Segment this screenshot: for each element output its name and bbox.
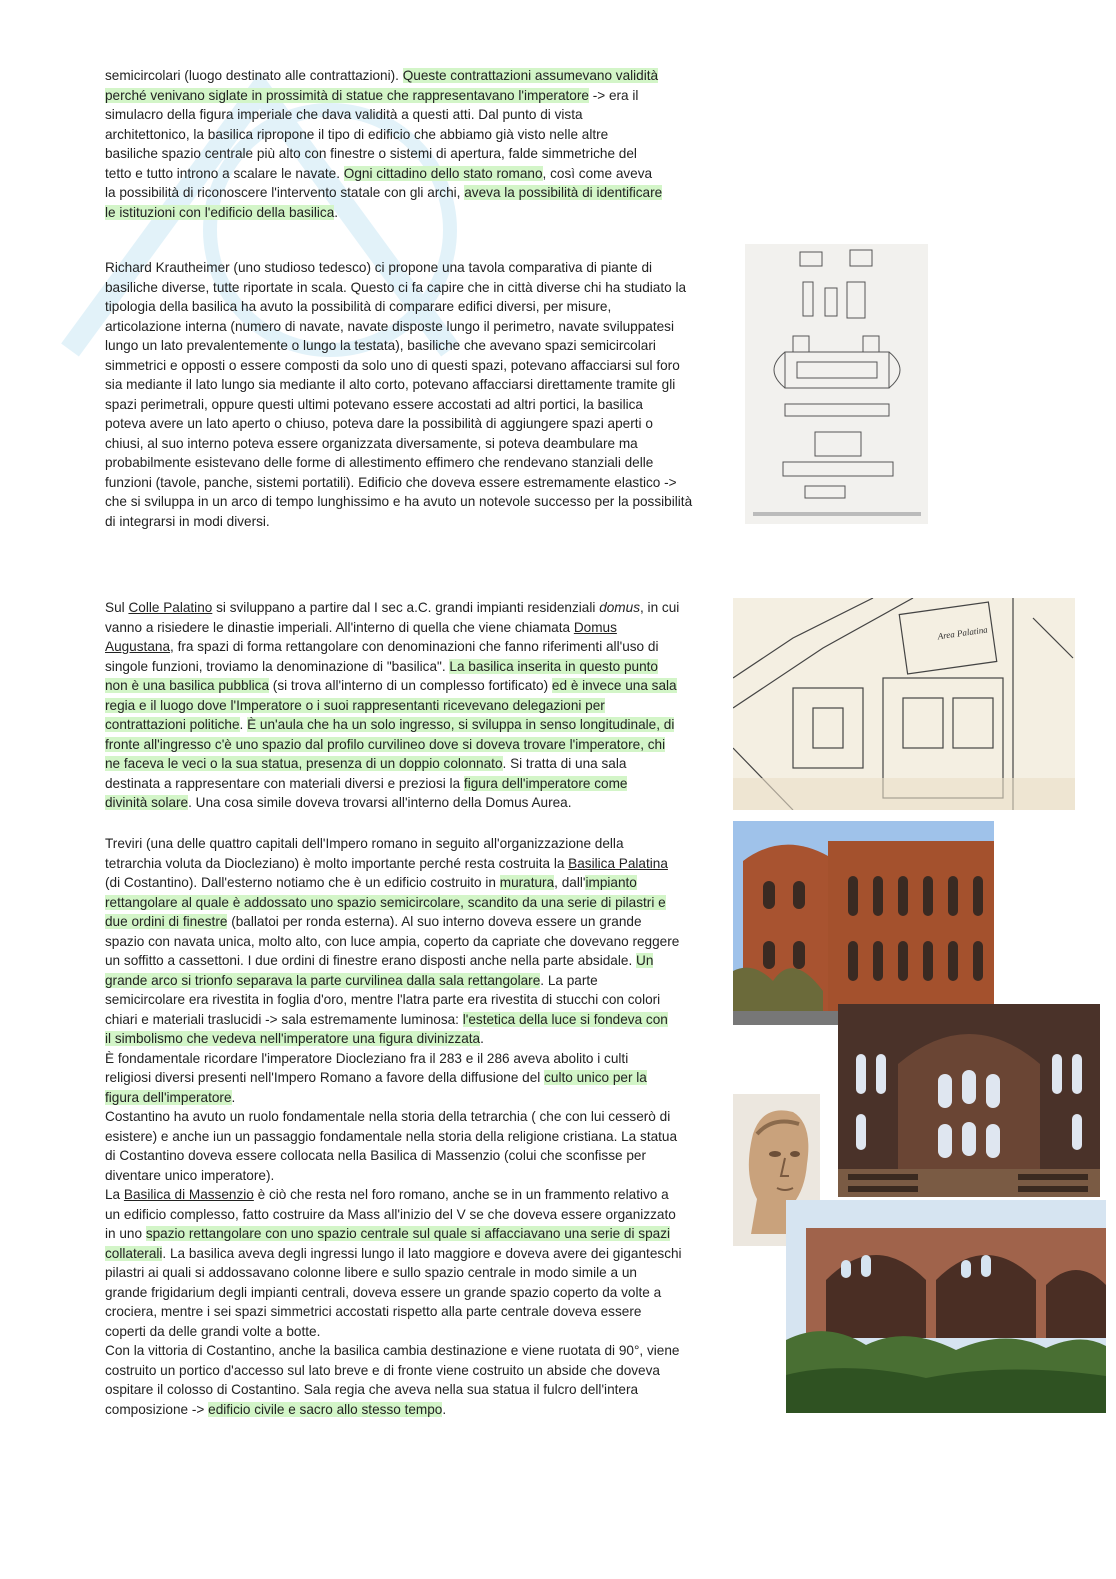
paragraph-palatino xyxy=(105,598,679,813)
text-segment: chiusi, al suo interno poteva essere organizzata diversamente, si poteva deambulare ma xyxy=(105,435,638,451)
text-line xyxy=(105,1263,682,1283)
text-segment: . xyxy=(480,1031,484,1046)
text-segment: basiliche spazio centrale più alto con finestre o sistemi di apertura, falde simmetriche del xyxy=(105,146,637,161)
text-segment: simmetrici e opposti o essere composti da solo uno di questi spazi, potevano affacciarsi sul foro xyxy=(105,357,680,373)
text-line xyxy=(105,375,692,395)
underlined-term: Domus xyxy=(573,619,617,635)
text-line xyxy=(105,1127,682,1147)
text-segment: spazi perimetrali, oppure questi ultimi potevano essere accostati ad altri portici, la basilica xyxy=(105,396,643,412)
text-segment: lungo un lato prevalentemente o lungo la testata), basiliche che avevano spazi semicircolari xyxy=(105,338,656,353)
text-line xyxy=(105,1361,682,1381)
text-segment: poteva avere un lato aperto o chiuso, poteva dare la possibilità di aggiungere spazi aperti o xyxy=(105,416,653,431)
text-line xyxy=(105,1010,682,1030)
text-line xyxy=(105,183,662,203)
text-line xyxy=(105,1322,682,1342)
text-line xyxy=(105,715,679,735)
text-line xyxy=(105,1185,682,1205)
text-line xyxy=(105,144,662,164)
text-line xyxy=(105,696,679,716)
text-segment: . Una cosa simile doveva trovarsi all'interno della Domus Aurea. xyxy=(188,795,572,810)
krautheimer-plans-figure xyxy=(745,244,928,524)
text-line xyxy=(105,278,692,298)
highlighted-text: culto unico per la xyxy=(544,1070,647,1085)
text-line xyxy=(105,1302,682,1322)
text-segment: esistere) e anche iun un passaggio fondamentale nella storia della religione cristiana. La statua xyxy=(105,1128,678,1144)
text-segment: grande frigidarium degli impianti centrali, doveva essere un grande spazio coperto da volte a xyxy=(105,1284,662,1300)
text-segment: destinata a rappresentare con materiali diversi e preziosi la xyxy=(105,775,464,791)
text-line xyxy=(105,1224,682,1244)
text-segment: , così come aveva xyxy=(542,165,653,181)
text-line xyxy=(105,912,682,932)
text-line xyxy=(105,1146,682,1166)
text-segment: , dall' xyxy=(554,875,586,890)
text-line xyxy=(105,932,682,952)
text-segment: un soffitto a cassettoni. I due ordini di finestre erano disposti anche nella parte absidale. xyxy=(105,953,636,968)
highlighted-text: È un'aula che ha un solo ingresso, si sviluppa in senso longitudinale, di xyxy=(247,717,675,732)
highlighted-text: ed è invece una sala xyxy=(551,678,677,693)
text-segment: spazio con navata unica, molto alto, con luce ampia, coperto da capriate che dovevano reggere xyxy=(105,933,680,949)
palatine-plan-figure xyxy=(733,598,1075,810)
highlighted-text: regia e il luogo dove l'Imperatore o i suoi rappresentanti ricevevano delegazioni per xyxy=(105,697,605,713)
text-line xyxy=(105,512,692,532)
text-line xyxy=(105,336,692,356)
text-line xyxy=(105,395,692,415)
highlighted-text: perché venivano siglate in prossimità di statue che rappresentavano l'imperatore xyxy=(105,87,589,103)
text-line xyxy=(105,834,682,854)
highlighted-text: divinità solare xyxy=(105,795,189,810)
highlighted-text: muratura xyxy=(499,875,555,890)
text-line xyxy=(105,297,692,317)
highlighted-text: il simbolismo che vedeva nell'imperatore una figura divinizzata xyxy=(105,1031,481,1046)
highlighted-text: figura dell'imperatore xyxy=(105,1089,232,1105)
text-line xyxy=(105,453,692,473)
text-segment: sia mediante il lato lungo sia mediante il alto corto, potevano affacciarsi direttamente tramite gli xyxy=(105,377,676,392)
text-segment: si sviluppano a partire dal I sec a.C. grandi impianti residenziali xyxy=(212,600,600,615)
text-segment: (ballatoi per ronda esterna). Al suo interno doveva essere un grande xyxy=(227,914,642,929)
text-line xyxy=(105,125,662,145)
text-segment: Richard Krautheimer (uno studioso tedesco) ci propone una tavola comparativa di piante di xyxy=(105,260,653,275)
text-line xyxy=(105,1107,682,1127)
text-segment: composizione -> xyxy=(105,1401,209,1417)
text-line xyxy=(105,971,682,991)
highlighted-text: aveva la possibilità di identificare xyxy=(464,185,663,200)
text-line xyxy=(105,105,662,125)
text-segment: tipologia della basilica ha avuto la possibilità di comparare edifici diversi, per misure, xyxy=(105,299,612,314)
text-segment: . xyxy=(334,204,339,220)
text-segment: in uno xyxy=(105,1226,146,1241)
text-segment: costruito un portico d'accesso sul lato breve e di fronte viene costruito un abside che doveva xyxy=(105,1362,660,1378)
text-line xyxy=(105,754,679,774)
text-segment: chiari e materiali traslucidi -> sala estremamente luminosa: xyxy=(105,1011,463,1027)
text-line xyxy=(105,637,679,657)
highlighted-text: Un xyxy=(636,953,654,968)
text-segment: -> era il xyxy=(588,87,639,103)
highlighted-text: figura dell'imperatore come xyxy=(463,775,628,791)
text-segment: di integrarsi in modi diversi. xyxy=(105,513,270,529)
text-segment: . xyxy=(239,717,248,732)
trier-interior-photo xyxy=(838,1004,1100,1197)
underlined-term: Augustana xyxy=(105,639,171,654)
maxentius-basilica-photo xyxy=(786,1200,1106,1413)
text-line xyxy=(105,873,682,893)
text-segment: è ciò che resta nel foro romano, anche se in un frammento relativo a xyxy=(253,1187,669,1202)
text-segment: domus xyxy=(599,600,640,615)
text-line xyxy=(105,203,662,223)
text-line xyxy=(105,1205,682,1225)
plan-area-label: Area Palatina xyxy=(936,624,989,642)
text-line xyxy=(105,1088,682,1108)
text-segment: articolazione interna (numero di navate, navate disposte lungo il perimetro, navate sviluppatesi xyxy=(105,318,674,334)
text-segment: (di Costantino). Dall'esterno notiamo che è un edificio costruito in xyxy=(105,875,500,890)
text-segment: Sul xyxy=(105,600,129,615)
highlighted-text: La basilica inserita in questo punto xyxy=(449,658,658,674)
text-segment: basiliche diverse, tutte riportate in scala. Questo ci fa capire che in città diverse chi ha studiato la xyxy=(105,279,687,295)
text-segment: simulacro della figura imperiale che dava validità a questi atti. Dal punto di vista xyxy=(105,107,583,122)
highlighted-text: rettangolare al quale è addossato uno spazio semicircolare, scandito da una serie di pilastri e xyxy=(105,894,666,910)
text-segment: Costantino ha avuto un ruolo fondamentale nella storia della tetrarchia ( che con lui cesserò di xyxy=(105,1109,671,1124)
text-segment: diventare unico imperatore). xyxy=(105,1167,275,1183)
highlighted-text: Queste contrattazioni assumevano validità xyxy=(402,68,659,83)
paragraph-treviri xyxy=(105,834,682,1419)
highlighted-text: l'estetica della luce si fondeva con xyxy=(462,1011,668,1027)
highlighted-text: impianto xyxy=(585,875,637,890)
highlighted-text: le istituzioni con l'edificio della basilica xyxy=(105,204,335,220)
text-line xyxy=(105,86,662,106)
text-segment: funzioni (tavole, panche, sistemi portatili). Edificio che doveva essere estremamente elastico -> xyxy=(105,474,677,490)
paragraph-basilica-intro xyxy=(105,66,662,222)
text-line xyxy=(105,793,679,813)
text-line xyxy=(105,1283,682,1303)
highlighted-text: Ogni cittadino dello stato romano xyxy=(343,165,543,181)
text-line xyxy=(105,473,692,493)
text-segment: (si trova all'interno di un complesso fortificato) xyxy=(269,678,552,693)
text-segment: Con la vittoria di Costantino, anche la basilica cambia destinazione e viene ruotata di 90°, viene xyxy=(105,1343,680,1358)
text-segment: È fondamentale ricordare l'imperatore Diocleziano fra il 283 e il 286 aveva abolito i culti xyxy=(105,1050,629,1066)
text-line xyxy=(105,164,662,184)
text-segment: tetrarchia voluta da Diocleziano) è molto importante perché resta costruita la xyxy=(105,855,569,871)
underlined-term: Colle Palatino xyxy=(128,600,213,615)
text-segment: ospitare il colosso di Costantino. Sala regia che aveva nella sua statua il fulcro dell'intera xyxy=(105,1382,639,1397)
underlined-term: Basilica Palatina xyxy=(568,855,668,871)
text-line xyxy=(105,66,662,86)
text-segment: architettonico, la basilica ripropone il tipo di edificio che abbiamo già visto nelle altre xyxy=(105,126,609,142)
text-line xyxy=(105,893,682,913)
text-segment: la possibilità di riconoscere l'intervento statale con gli archi, xyxy=(105,185,465,200)
text-line xyxy=(105,414,692,434)
highlighted-text: spazio rettangolare con uno spazio centrale sul quale si affacciavano una serie di spazi xyxy=(145,1226,671,1241)
highlighted-text: non è una basilica pubblica xyxy=(105,678,270,693)
text-line xyxy=(105,1068,682,1088)
text-segment: di Costantino doveva essere collocata nella Basilica di Massenzio (colui che sconfisse per xyxy=(105,1148,647,1163)
highlighted-text: edificio civile e sacro allo stesso tempo xyxy=(208,1401,443,1417)
highlighted-text: contrattazioni politiche xyxy=(105,717,240,732)
text-segment: vanno a risiedere le dinastie imperiali. All'interno di quella che viene chiamata xyxy=(105,619,574,635)
text-line xyxy=(105,1049,682,1069)
highlighted-text: fronte all'ingresso c'è uno spazio dal profilo curvilineo dove si doveva trovare l'imperatore, chi xyxy=(105,736,666,752)
text-segment: . Si tratta di una sala xyxy=(502,756,627,771)
text-segment: La xyxy=(105,1187,124,1202)
text-segment: . La basilica aveva degli ingressi lungo il lato maggiore e doveva avere dei giganteschi xyxy=(162,1245,682,1261)
highlighted-text: due ordini di finestre xyxy=(105,914,228,929)
text-segment: pilastri ai quali si addossavano colonne libere e sullo spazio centrale in modo simile a un xyxy=(105,1265,637,1280)
text-line xyxy=(105,1341,682,1361)
text-segment: che si sviluppa in un arco di tempo lunghissimo e ha avuto un notevole successo per la possibilità xyxy=(105,494,693,509)
text-line xyxy=(105,657,679,677)
text-line xyxy=(105,990,682,1010)
text-segment: , in cui xyxy=(640,600,680,615)
text-segment: un edificio complesso, fatto costruire da Mass all'inizio del V se che doveva essere organizzato xyxy=(105,1206,676,1222)
text-segment: crociera, mentre i sei spazi simmetrici accostati rispetto alla parte centrale doveva essere xyxy=(105,1304,642,1319)
text-segment: probabilmente esistevano delle forme di allestimento effimero che rendevano stanziali delle xyxy=(105,455,654,470)
text-segment: religiosi diversi presenti nell'Impero Romano a favore della diffusione del xyxy=(105,1070,545,1085)
text-segment: Treviri (una delle quattro capitali dell'Impero romano in seguito all'organizzazione della xyxy=(105,836,624,851)
text-segment: . xyxy=(231,1089,236,1105)
text-line xyxy=(105,1380,682,1400)
text-line xyxy=(105,356,692,376)
text-line xyxy=(105,492,692,512)
underlined-term: Basilica di Massenzio xyxy=(123,1187,254,1202)
text-segment: semicircolari (luogo destinato alle contrattazioni). xyxy=(105,68,403,83)
text-segment: coperti da delle grandi volte a botte. xyxy=(105,1323,321,1339)
highlighted-text: ne faceva le veci o la sua statua, presenza di un doppio colonnato xyxy=(105,756,503,771)
text-line xyxy=(105,317,692,337)
text-line xyxy=(105,774,679,794)
text-segment: tetto e tutto introno a scalare le navate. xyxy=(105,165,344,181)
text-line xyxy=(105,258,692,278)
text-line xyxy=(105,598,679,618)
trier-exterior-photo xyxy=(733,821,994,1025)
text-segment: . La parte xyxy=(540,972,598,988)
text-segment: singole funzioni, troviamo la denominazione di "basilica". xyxy=(105,658,450,674)
text-line xyxy=(105,854,682,874)
text-line xyxy=(105,618,679,638)
paragraph-krautheimer xyxy=(105,258,692,531)
text-segment: , fra spazi di forma rettangolare con denominazioni che fanno riferimenti all'uso di xyxy=(170,639,659,654)
text-line xyxy=(105,676,679,696)
text-line xyxy=(105,1166,682,1186)
text-line xyxy=(105,1029,682,1049)
text-line xyxy=(105,735,679,755)
text-line xyxy=(105,1400,682,1420)
text-line xyxy=(105,1244,682,1264)
text-line xyxy=(105,951,682,971)
highlighted-text: grande arco si trionfo separava la parte curvilinea dalla sala rettangolare xyxy=(105,972,541,988)
text-segment: semicircolare era rivestita in foglia d'oro, mentre l'latra parte era rivestita di stucchi con colori xyxy=(105,992,661,1007)
text-segment: . xyxy=(442,1401,447,1417)
text-line xyxy=(105,434,692,454)
highlighted-text: collaterali xyxy=(105,1245,163,1261)
